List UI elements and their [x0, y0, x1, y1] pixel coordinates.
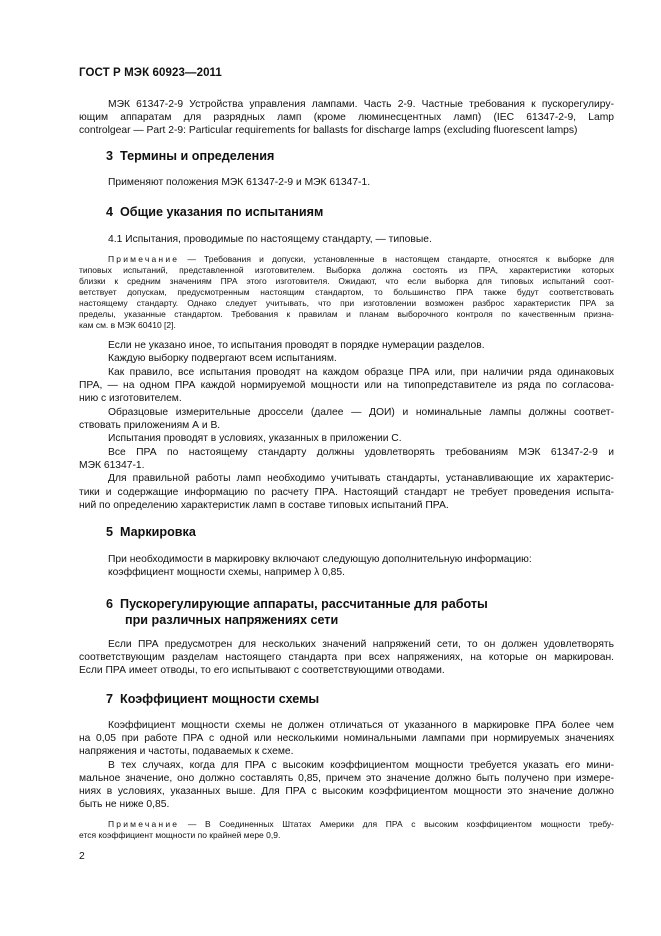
reference-line-3: controlgear — Part 2-9: Particular requirements for ballasts for discharge lamps (excluding fluorescent lamps) [79, 125, 578, 136]
paragraph-line: В тех случаях, когда для ПРА с высоким коэффициентом мощности требуется указать его мини- [108, 760, 614, 771]
note-line: ветствует допускам, предусмотренным настоящим стандартом, то большинство ПРА также будут соответствовать [79, 287, 614, 297]
paragraph: Если не указано иное, то испытания проводят в порядке нумерации разделов. [108, 340, 485, 351]
paragraph-line: Если ПРА имеет отводы, то его испытывают с соответствующими отводами. [79, 665, 445, 676]
reference-line-2: ющим аппаратам для разрядных ламп (кроме люминесцентных ламп) (IEC 61347-2-9, Lamp [79, 112, 614, 123]
page-number: 2 [79, 851, 85, 862]
paragraph-line: Все ПРА по настоящему стандарту должны удовлетворять требованиям МЭК 61347-2-9 и [108, 447, 614, 458]
paragraph-line: ний по определению характеристик ламп в составе типовых испытаний ПРА. [79, 500, 449, 511]
note-line: пределы, указанные стандартом. Требования к правилам и планам выборочного контроля по качественным призна- [79, 309, 614, 319]
note-line: близки к средним значениям ПРА этого изготовителя. Ожидают, что если выборка для типовых испытаний соот- [79, 276, 614, 286]
paragraph-line: соответствующим разделам настоящего стандарта при всех напряжениях, на которые он маркирован. [79, 652, 614, 663]
section-3-text: Применяют положения МЭК 61347-2-9 и МЭК 61347-1. [108, 177, 371, 188]
note-line: типовых испытаний, представленной изготовителем. Выборка должна состоять из ПРА, характеристики которых [79, 265, 614, 275]
paragraph-line: Коэффициент мощности схемы не должен отличаться от указанного в маркировке ПРА более чем [108, 720, 614, 731]
document-header: ГОСТ Р МЭК 60923—2011 [79, 67, 222, 79]
paragraph-line: ствовать приложениям А и В. [79, 420, 221, 431]
paragraph-line: Если ПРА предусмотрен для нескольких значений напряжений сети, то он должен удовлетворять [108, 639, 614, 650]
paragraph: Каждую выборку подвергают всем испытаниям. [108, 353, 337, 364]
note-line: кам см. в МЭК 60410 [2]. [79, 320, 176, 330]
paragraph-line: Как правило, все испытания проводят на каждом образце ПРА или, при наличии ряда одинаковых [108, 367, 614, 378]
paragraph-line: на 0,05 при работе ПРА с одной или несколькими номинальными лампами при нормируемых значениях [79, 733, 614, 744]
section-6-heading-line-2: при различных напряжениях сети [125, 613, 339, 627]
paragraph-line: При необходимости в маркировку включают следующую дополнительную информацию: [108, 554, 532, 565]
paragraph-line: мальное значение, оно должно составлять 0,85, причем это значение должно быть получено при измере- [79, 773, 614, 784]
section-5-heading: 5 Маркировка [106, 525, 196, 539]
paragraph-line: коэффициент мощности схемы, например λ 0,85. [108, 567, 345, 578]
paragraph-line: быть не ниже 0,85. [79, 799, 170, 810]
paragraph-line: ПРА, — на одном ПРА каждой нормируемой мощности или на типопредставителе из ряда по согласова- [79, 380, 614, 391]
section-6-heading: 6 Пускорегулирующие аппараты, рассчитанные для работы [106, 597, 488, 611]
note-line: Примечание — Требования и допуски, установленные в настоящем стандарте, относятся к выборке для [108, 254, 614, 264]
paragraph-line: нию с изготовителем. [79, 393, 182, 404]
paragraph-line: ниях в условиях, указанных выше. Для ПРА с высоким коэффициентом мощности это значение должно [79, 786, 614, 797]
section-4-heading: 4 Общие указания по испытаниям [106, 205, 324, 219]
note-line: Примечание — В Соединенных Штатах Америки для ПРА с высоким коэффициентом мощности требу- [108, 819, 614, 829]
section-3-heading: 3 Термины и определения [106, 149, 275, 163]
paragraph-line: Образцовые измерительные дроссели (далее — ДОИ) и номинальные лампы должны соответ- [108, 407, 614, 418]
note-line: ется коэффициент мощности по крайней мере 0,9. [79, 830, 281, 840]
section-7-heading: 7 Коэффициент мощности схемы [106, 692, 320, 706]
paragraph-line: МЭК 61347-1. [79, 460, 145, 471]
paragraph-line: тики и содержащие информацию по расчету ПРА. Настоящий стандарт не требует проведения испыта- [79, 487, 614, 498]
paragraph-line: Для правильной работы ламп необходимо учитывать стандарты, устанавливающие их характерис- [108, 473, 614, 484]
section-4-1-text: 4.1 Испытания, проводимые по настоящему стандарту, — типовые. [108, 234, 432, 245]
paragraph-line: напряжения и частоты, подаваемых к схеме. [79, 746, 294, 757]
reference-line-1: МЭК 61347-2-9 Устройства управления лампами. Часть 2-9. Частные требования к пускорегулиру- [108, 99, 614, 110]
note-line: настоящему стандарту. Однако следует учитывать, что при изготовлении возможен разброс характеристик ПРА за [79, 298, 614, 308]
paragraph: Испытания проводят в условиях, указанных в приложении С. [108, 433, 402, 444]
